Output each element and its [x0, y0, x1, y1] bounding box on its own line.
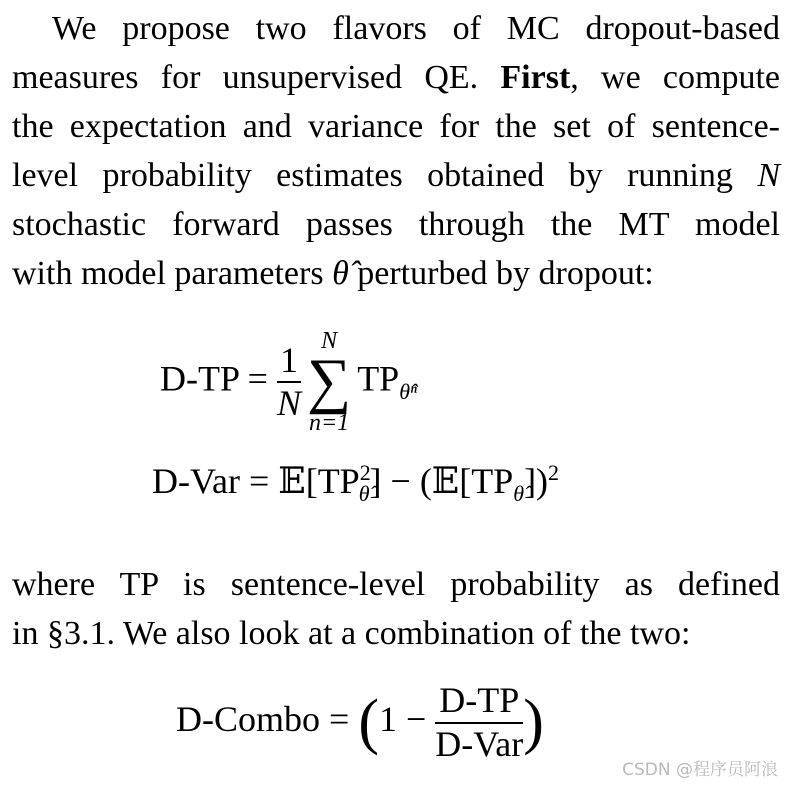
text-line: where TP is sentence-level probability as defined	[12, 566, 780, 603]
text-line: with model parameters θ̂ perturbed by dropout:	[12, 255, 654, 292]
fraction: $\frac{1}{N}$	[276, 339, 301, 424]
equation-d-var: $D-Var = 𝔼[TP^2_{\thetâ}]$ − $(𝔼[TP_{\thetâ}])^2$	[152, 460, 560, 507]
text-line: the expectation and variance for the set of sentence-	[12, 108, 780, 145]
bold-first: First	[500, 59, 571, 96]
text-line: in §3.1. We also look at a combination of the two:	[12, 615, 691, 652]
equation-d-combo: D-Combo = (1 − $\frac{D-TP}{\text{D-Var}}$ )	[176, 680, 544, 764]
eq-term: TP	[357, 358, 400, 399]
fraction: $\frac{D-TP}{\text{D-Var}}$	[435, 680, 524, 764]
text-line: stochastic forward passes through the MT model	[12, 206, 780, 243]
eq-lhs: D-Var =	[152, 461, 279, 501]
paragraph-definition	[12, 560, 780, 658]
text-line: We propose two flavors of MC dropout-based	[52, 10, 780, 47]
text-line: level probability estimates obtained by running N	[12, 157, 780, 194]
math-var-n: N	[757, 157, 780, 194]
equation-d-tp	[160, 328, 417, 437]
math-var-theta: θ̂	[332, 255, 349, 292]
eq-lhs: D-Combo =	[176, 699, 359, 740]
watermark: CSDN @程序员阿浪	[622, 760, 778, 780]
text-line: measures for unsupervised QE. First, we compute	[12, 59, 780, 96]
paragraph-intro	[12, 4, 780, 298]
summation: N ∑ n=1	[306, 328, 352, 437]
eq-lhs: D-TP =	[160, 358, 277, 399]
eq-subscript: θ̂ⁿ	[399, 378, 417, 404]
